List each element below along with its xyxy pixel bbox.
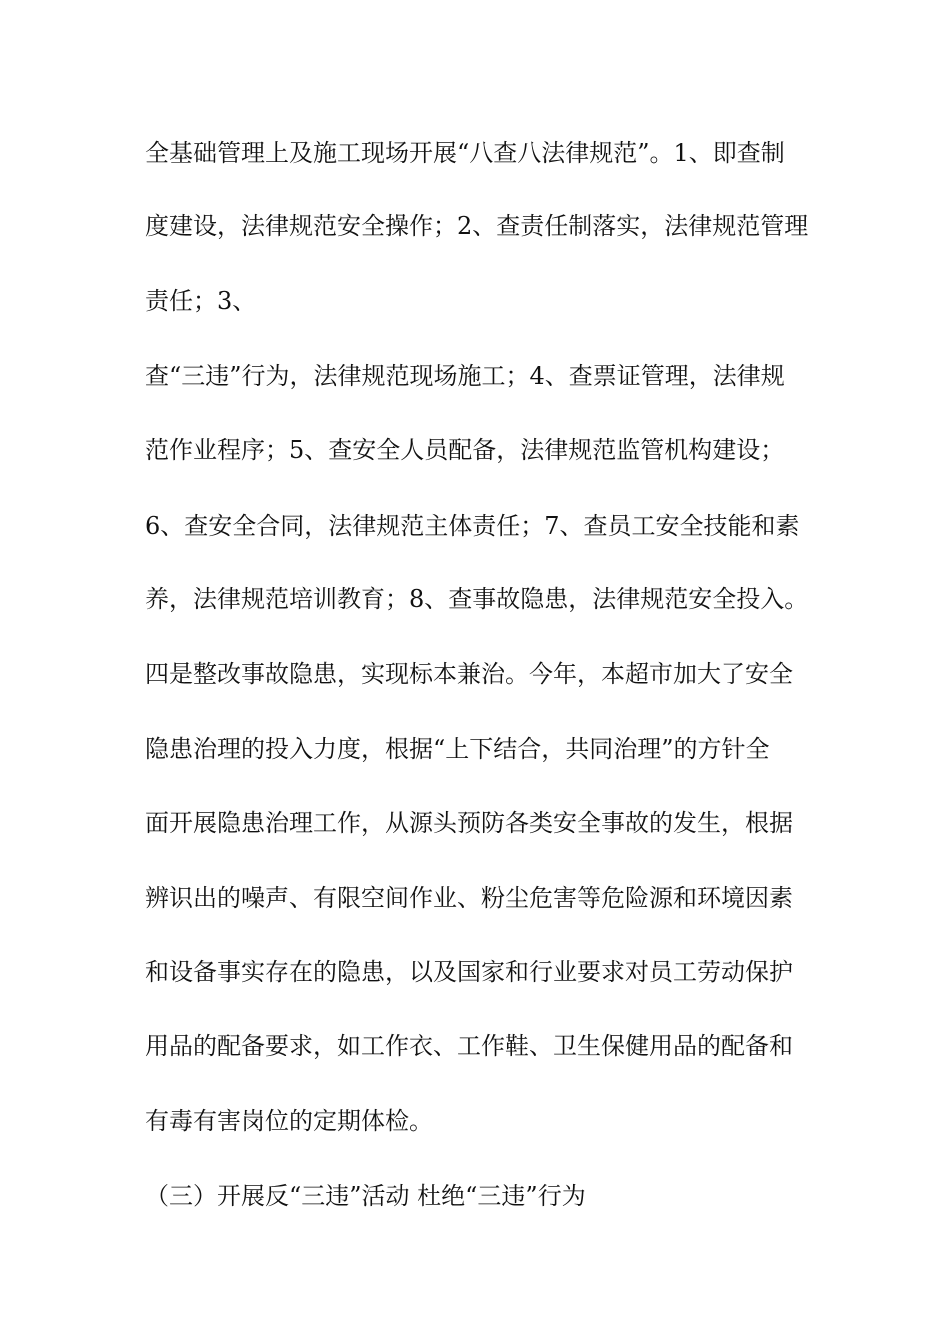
body-text-line: 隐患治理的投入力度，根据“上下结合，共同治理”的方针全 <box>145 735 770 763</box>
body-text-line: 度建设，法律规范安全操作；2、查责任制落实，法律规范管理 <box>145 212 809 240</box>
body-text-line: 辨识出的噪声、有限空间作业、粉尘危害等危险源和环境因素 <box>145 884 793 912</box>
body-text-line: 有毒有害岗位的定期体检。 <box>145 1107 433 1135</box>
body-text-line: 范作业程序；5、查安全人员配备，法律规范监管机构建设； <box>145 436 785 464</box>
body-text-line: 责任；3、 <box>145 287 257 315</box>
body-text-line: 全基础管理上及施工现场开展“八查八法律规范”。1、即查制 <box>145 139 785 167</box>
body-text-line: 和设备事实存在的隐患，以及国家和行业要求对员工劳动保护 <box>145 958 793 986</box>
body-text-line: 用品的配备要求，如工作衣、工作鞋、卫生保健用品的配备和 <box>145 1032 793 1060</box>
body-text-line: 查“三违”行为，法律规范现场施工；4、查票证管理，法律规 <box>145 362 785 390</box>
body-text-line: 面开展隐患治理工作，从源头预防各类安全事故的发生，根据 <box>145 809 793 837</box>
body-text-line: 养，法律规范培训教育；8、查事故隐患，法律规范安全投入。 <box>145 585 809 613</box>
section-heading: （三）开展反“三违”活动 杜绝“三违”行为 <box>145 1182 586 1210</box>
body-text-line: 四是整改事故隐患，实现标本兼治。今年，本超市加大了安全 <box>145 660 793 688</box>
body-text-line: 6、查安全合同，法律规范主体责任；7、查员工安全技能和素 <box>145 512 800 540</box>
